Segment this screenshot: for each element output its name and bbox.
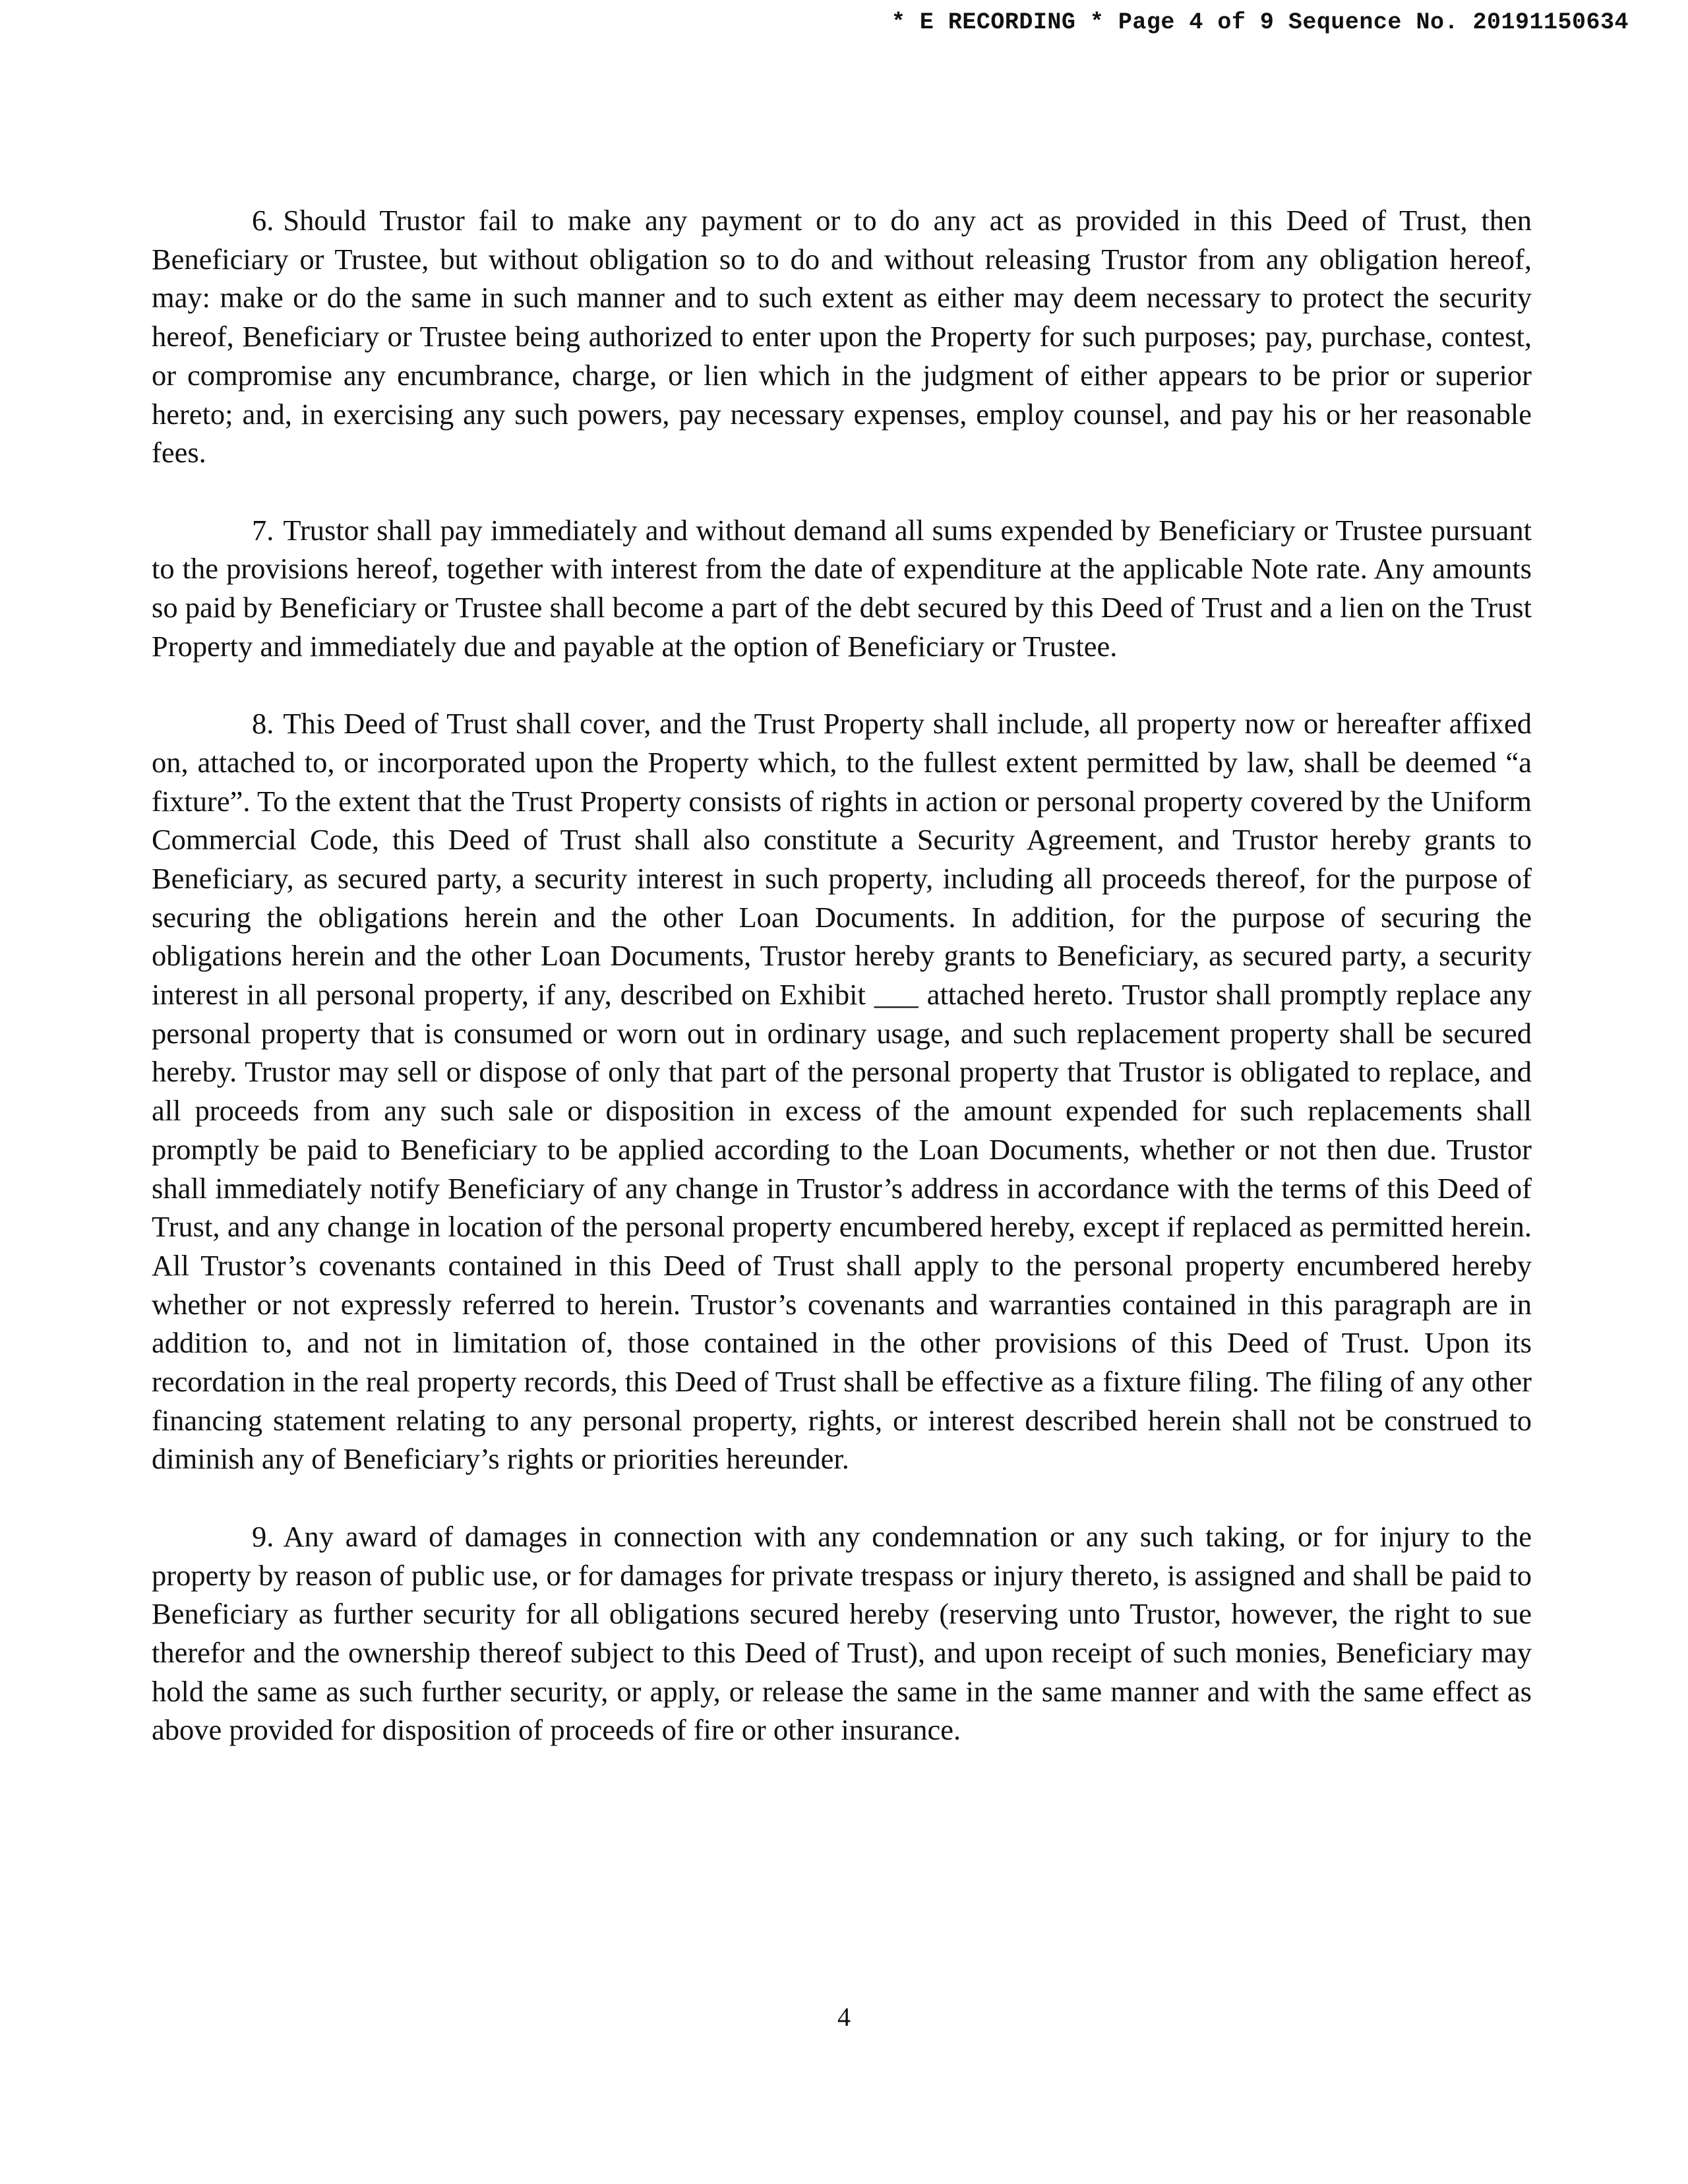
paragraph-text: Any award of damages in connection with any condemnation or any such taking, or for injury to the property by reason of public use, or for damages for private trespass or injury thereto, is assigned and shall be paid to Beneficiary as further security for all obligations secured hereby (reserving unto Trustor, however, the right to sue therefor and the ownership thereof subject to this Deed of Trust), and upon receipt of such monies, Beneficiary may hold the same as such further security, or apply, or release the same in the same manner and with the same effect as above provided for disposition of proceeds of fire or other insurance. (152, 1519, 1532, 1747)
paragraph-number: 6. (252, 204, 274, 237)
paragraph-number: 9. (252, 1519, 274, 1553)
paragraph-number: 8. (252, 707, 274, 741)
paragraph-6 (152, 201, 1532, 472)
paragraph-9 (152, 1517, 1532, 1749)
paragraph-7 (152, 511, 1532, 666)
paragraph-8 (152, 704, 1532, 1478)
paragraph-number: 7. (252, 513, 274, 547)
document-body (152, 201, 1532, 1788)
recording-header: * E RECORDING * Page 4 of 9 Sequence No. 20191150634 (891, 9, 1629, 36)
page-number: 4 (837, 2002, 851, 2032)
paragraph-text: This Deed of Trust shall cover, and the Trust Property shall include, all property now or hereafter affixed on, attached to, or incorporated upon the Property which, to the fullest extent permitted by law, shall be deemed “a fixture”. To the extent that the Trust Property consists of rights in action or personal property covered by the Uniform Commercial Code, this Deed of Trust shall also constitute a Security Agreement, and Trustor hereby grants to Beneficiary, as secured party, a security interest in such property, including all proceeds thereof, for the purpose of securing the obligations herein and the other Loan Documents. In addition, for the purpose of securing the obligations herein and the other Loan Documents, Trustor hereby grants to Beneficiary, as secured party, a security interest in all personal property, if any, described on Exhibit ___ attached hereto. Trustor shall promptly replace any personal property that is consumed or worn out in ordinary usage, and such replacement property shall be secured hereby. Trustor may sell or dispose of only that part of the personal property that Trustor is obligated to replace, and all proceeds from any such sale or disposition in excess of the amount expended for such replacements shall promptly be paid to Beneficiary to be applied according to the Loan Documents, whether or not then due. Trustor shall immediately notify Beneficiary of any change in Trustor’s address in accordance with the terms of this Deed of Trust, and any change in location of the personal property encumbered hereby, except if replaced as permitted herein. All Trustor’s covenants contained in this Deed of Trust shall apply to the personal property encumbered hereby whether or not expressly referred to herein. Trustor’s covenants and warranties contained in this paragraph are in addition to, and not in limitation of, those contained in the other provisions of this Deed of Trust. Upon its recordation in the real property records, this Deed of Trust shall be effective as a fixture filing. The filing of any other financing statement relating to any personal property, rights, or interest described herein shall not be construed to diminish any of Beneficiary’s rights or priorities hereunder. (152, 707, 1532, 1476)
paragraph-text: Should Trustor fail to make any payment or to do any act as provided in this Deed of Trust, then Beneficiary or Trustee, but without obligation so to do and without releasing Trustor from any obligation hereof, may: make or do the same in such manner and to such extent as either may deem necessary to protect the security hereof, Beneficiary or Trustee being authorized to enter upon the Property for such purposes; pay, purchase, contest, or compromise any encumbrance, charge, or lien which in the judgment of either appears to be prior or superior hereto; and, in exercising any such powers, pay necessary expenses, employ counsel, and pay his or her reasonable fees. (152, 204, 1532, 470)
paragraph-text: Trustor shall pay immediately and without demand all sums expended by Beneficiary or Trustee pursuant to the provisions hereof, together with interest from the date of expenditure at the applicable Note rate. Any amounts so paid by Beneficiary or Trustee shall become a part of the debt secured by this Deed of Trust and a lien on the Trust Property and immediately due and payable at the option of Beneficiary or Trustee. (152, 513, 1532, 663)
